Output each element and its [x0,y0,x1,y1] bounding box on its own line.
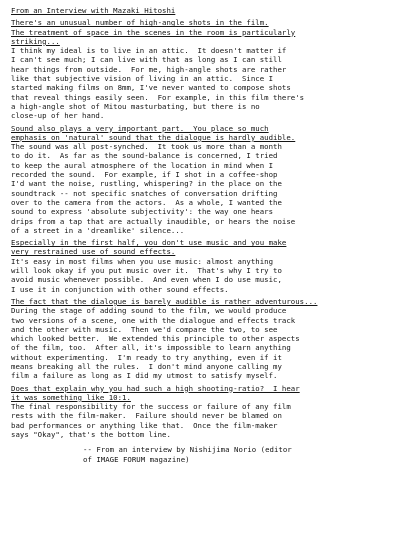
answer-line: drips from a tap that are actually inaudible, or hears the noise [11,216,296,226]
answer-line: started making films on 8mm, I've never wanted to compose shots [11,83,291,93]
interview-section [11,18,394,120]
answer-line: I'd want the noise, rustling, whispering? in the place on the [11,179,282,189]
interview-section [11,238,394,294]
answer-line: During the stage of adding sound to the film, we would produce [11,306,287,316]
answer-line: recorded the sound. For example, if I shot in a coffee-shop [11,170,278,180]
answer-line: It's easy in most films when you use music: almost anything [11,256,274,266]
question-line: Especially in the first half, you don't use music and you make [11,238,287,248]
question-line: The treatment of space in the scenes in the room is particularly [11,27,296,37]
answer-line: without experimenting. I'm ready to try anything, even if it [11,352,282,362]
answer-line: which looked better. We extended this principle to other aspects [11,334,300,344]
answer-line: film a failure as long as I did my utmost to satisfy myself. [11,371,278,381]
question-line: it was something like 10:1. [11,392,131,402]
answer-line: a high-angle shot of Mitou masturbating, but there is no [11,101,260,111]
question-line: There's an unusual number of high-angle shots in the film. [11,18,269,28]
answer-line: close-up of her hand. [11,111,105,121]
answer-line: to do it. As far as the sound-balance is concerned, I tried [11,151,278,161]
question-line: very restrained use of sound effects. [11,247,176,257]
question-line: The fact that the dialogue is barely audible is rather adventurous... [11,296,318,306]
credit-line: -- From an interview by Nishijima Norio (editor [83,445,292,455]
answer-line: I think my ideal is to live in an attic. It doesn't matter if [11,46,287,56]
answer-line: bad performances or anything like that. Once the film-maker [11,420,278,430]
answer-line: means breaking all the rules. I don't mind anyone calling my [11,361,282,371]
answer-line: The final responsibility for the success or failure of any film [11,402,291,412]
answer-line: will look okay if you put music over it. That's why I try to [11,266,282,276]
answer-line: and the other with music. Then we'd compare the two, to see [11,324,278,334]
answer-line: soundtrack -- not specific snatches of conversation drifting [11,188,278,198]
answer-line: The sound was all post-synched. It took us more than a month [11,142,282,152]
answer-line: I use it in conjunction with other sound effects. [11,284,229,294]
answer-line: like that subjective vision of living in an attic. Since I [11,74,274,84]
credit-line: of IMAGE FORUM magazine) [83,454,190,464]
answer-line: I can't see much; I can live with that as long as I can still [11,55,282,65]
answer-line: sound to express 'absolute subjectivity': the way one hears [11,207,274,217]
interview-section [11,124,394,236]
answer-line: says "Okay", that's the bottom line. [11,430,171,440]
question-line: striking... [11,36,60,46]
question-line: emphasis on 'natural' sound that the dialogue is hardly audible. [11,132,296,142]
interview-section [11,384,394,440]
answer-line: over to the camera from the actors. As a whole, I wanted the [11,197,282,207]
interview-body [11,6,394,464]
document-title: From an Interview with Mazaki Hitoshi [11,6,176,15]
question-line: Does that explain why you had such a high shooting-ratio? I hear [11,383,300,393]
answer-line: of the film, too. After all, it's impossible to learn anything [11,343,291,353]
answer-line: rests with the film-maker. Failure should never be blamed on [11,411,282,421]
answer-line: of a street in a 'dreamlike' silence... [11,225,185,235]
answer-line: two versions of a scene, one with the dialogue and effects track [11,315,296,325]
question-line: Sound also plays a very important part. You place so much [11,123,269,133]
answer-line: hear things from outside. For me, high-angle shots are rather [11,64,287,74]
answer-line: to keep the aural atmosphere of the location in mind when I [11,160,274,170]
answer-line: that reveal things easily seen. For example, in this film there's [11,92,305,102]
interview-section [11,297,394,381]
answer-line: avoid music whenever possible. And even when I do use music, [11,275,282,285]
